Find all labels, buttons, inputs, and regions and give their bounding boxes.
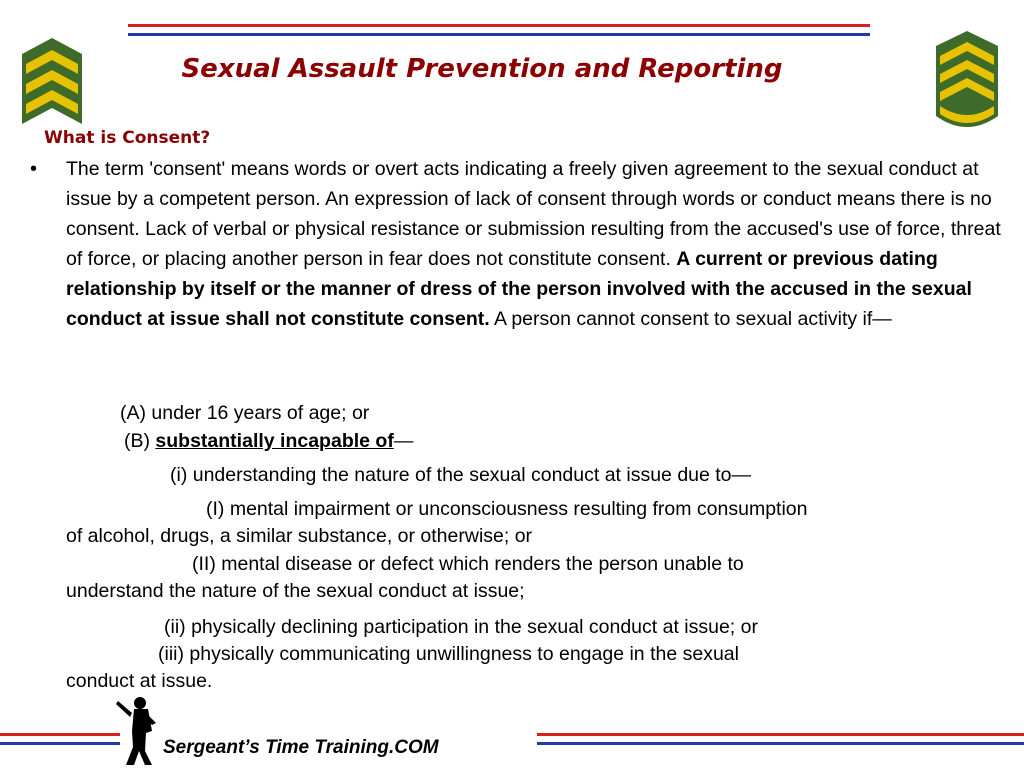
slide-title: Sexual Assault Prevention and Reporting <box>181 54 783 84</box>
slide-subtitle: What is Consent? <box>44 128 211 148</box>
item-a: (A) under 16 years of age; or <box>120 402 370 424</box>
item-b-underlined: substantially incapable of <box>155 430 394 452</box>
item-I-line1: (I) mental impairment or unconsciousness resulting from consumption <box>206 498 808 520</box>
footer-brand: Sergeant’s Time Training.COM <box>163 737 439 758</box>
item-II-line1: (II) mental disease or defect which renders the person unable to <box>192 553 744 575</box>
item-I-line2: of alcohol, drugs, a similar substance, or otherwise; or <box>66 525 533 547</box>
paragraph-text-part2: A person cannot consent to sexual activity if— <box>489 308 892 330</box>
bottom-right-stripe-divider <box>537 733 1024 745</box>
item-II-line2: understand the nature of the sexual conduct at issue; <box>66 580 525 602</box>
consent-definition-paragraph <box>66 154 1001 334</box>
item-b-prefix: (B) <box>124 430 156 452</box>
bullet-marker: • <box>30 158 38 180</box>
paragraph-text-part1: The term 'consent' means words or overt acts indicating a freely given agreement to the sexual conduct at issue by a competent person. An expression of lack of consent through words or conduct means there is no consent. Lack of verbal or physical resistance or submission resulting from the accused's use of force, threat of force, or placing another person in fear does not constitute consent. <box>66 158 1001 270</box>
item-i: (i) understanding the nature of the sexual conduct at issue due to— <box>170 464 752 486</box>
paragraph-bold-text: A current or previous dating relationship by itself or the manner of dress of the person involved with the accused in the sexual conduct at issue shall not constitute consent. <box>66 248 972 330</box>
item-b <box>124 430 413 453</box>
item-iii-line2: conduct at issue. <box>66 670 213 692</box>
item-b-suffix: — <box>393 430 414 452</box>
item-iii-line1: (iii) physically communicating unwillingness to engage in the sexual <box>158 643 739 665</box>
bottom-left-stripe-divider <box>0 733 120 745</box>
item-ii: (ii) physically declining participation in the sexual conduct at issue; or <box>164 616 758 638</box>
soldier-icon <box>112 695 166 767</box>
top-stripe-divider <box>128 24 870 36</box>
